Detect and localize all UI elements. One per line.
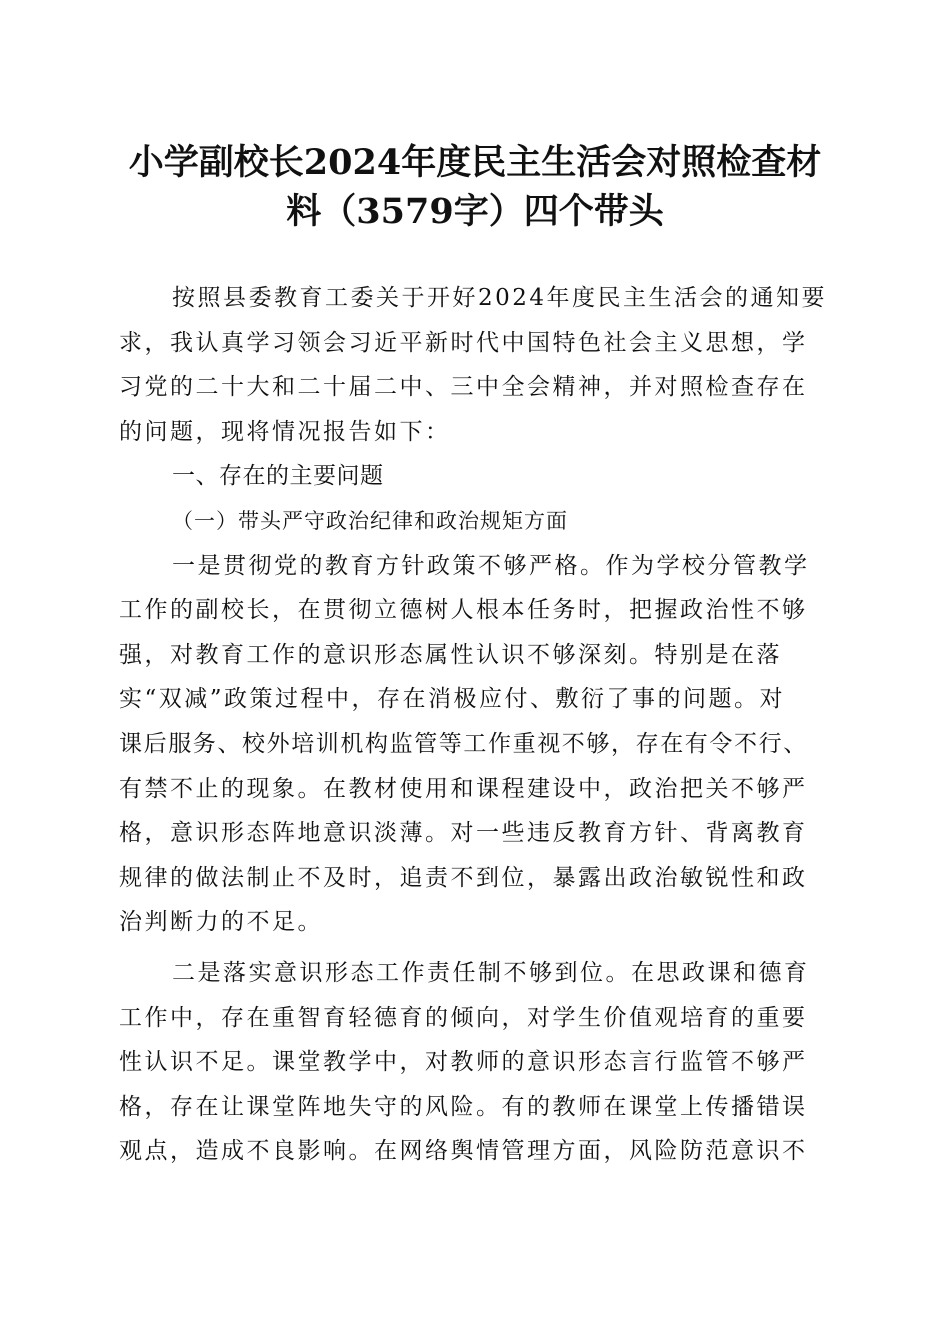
text-line: 格，存在让课堂阵地失守的风险。有的教师在课堂上传播错误 bbox=[119, 1093, 808, 1120]
text-line: 性认识不足。课堂教学中，对教师的意识形态言行监管不够严 bbox=[119, 1049, 808, 1076]
title-line-2: 料（3579字）四个带头 bbox=[286, 191, 664, 232]
text-line: 实“双减”政策过程中，存在消极应付、敷衍了事的问题。对 bbox=[119, 686, 786, 713]
text-line: 治判断力的不足。 bbox=[119, 909, 323, 936]
text-line: 的问题，现将情况报告如下： bbox=[119, 418, 451, 445]
text-line: 二是落实意识形态工作责任制不够到位。在思政课和德育 bbox=[172, 959, 810, 986]
text-line: 格，意识形态阵地意识淡薄。对一些违反教育方针、背离教育 bbox=[119, 820, 808, 847]
text-line: 有禁不止的现象。在教材使用和课程建设中，政治把关不够严 bbox=[119, 775, 808, 802]
text-line: 工作的副校长，在贯彻立德树人根本任务时，把握政治性不够 bbox=[119, 597, 808, 624]
subsection-heading: （一）带头严守政治纪律和政治规矩方面 bbox=[172, 508, 568, 533]
paragraph-2 bbox=[119, 951, 831, 1174]
document-body bbox=[119, 276, 831, 1174]
text-line: 习党的二十大和二十届二中、三中全会精神，并对照检查存在 bbox=[119, 374, 808, 401]
text-line: 工作中，存在重智育轻德育的倾向，对学生价值观培育的重要 bbox=[119, 1004, 808, 1031]
document-title bbox=[110, 138, 840, 236]
text-line: 求，我认真学习领会习近平新时代中国特色社会主义思想，学 bbox=[119, 329, 808, 356]
paragraph-1 bbox=[119, 544, 831, 945]
text-line: 规律的做法制止不及时，追责不到位，暴露出政治敏锐性和政 bbox=[119, 864, 808, 891]
text-line: 一是贯彻党的教育方针政策不够严格。作为学校分管教学 bbox=[172, 552, 810, 579]
text-line: 课后服务、校外培训机构监管等工作重视不够，存在有令不行、 bbox=[119, 730, 808, 757]
section-heading: 一、存在的主要问题 bbox=[172, 463, 384, 490]
text-line: 观点，造成不良影响。在网络舆情管理方面，风险防范意识不 bbox=[119, 1138, 808, 1165]
text-line: 按照县委教育工委关于开好2024年度民主生活会的通知要 bbox=[172, 285, 828, 311]
intro-paragraph bbox=[119, 276, 831, 454]
text-line: 强，对教育工作的意识形态属性认识不够深刻。特别是在落 bbox=[119, 641, 782, 668]
title-line-1: 小学副校长2024年度民主生活会对照检查材 bbox=[128, 142, 822, 183]
